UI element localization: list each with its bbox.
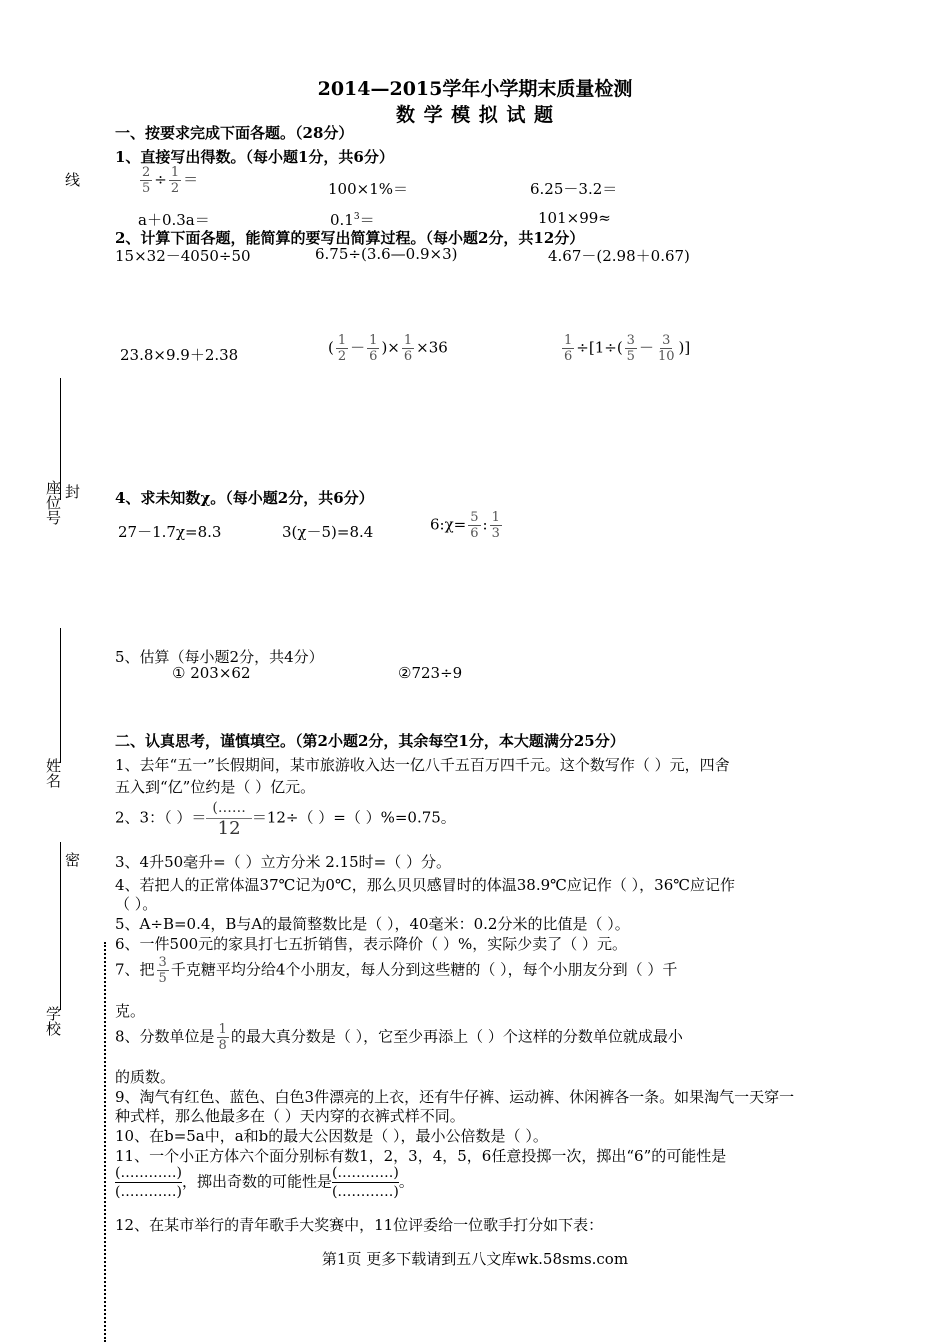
q4-item-c: 6:χ= $\frac{5}{6}$ : $\frac{1}{3}$ (430, 510, 500, 541)
s2-q9-line2: 种式样，那么他最多在（ ）天内穿的衣裤式样不同。 (115, 1107, 465, 1125)
margin-label-feng: 封 (63, 484, 81, 499)
section-1-heading: 一、按要求完成下面各题。（28分） (115, 124, 354, 142)
q2-item-e: ( $\frac{1}{2}$ － $\frac{1}{6}$ )× $\frac{1}{6}$ ×36 (328, 333, 448, 364)
margin-dotted-line (104, 942, 106, 1342)
s2-q10: 10、在b=5a中，a和b的最大公因数是（ ），最小公倍数是（ ）。 (115, 1127, 548, 1145)
s2-q11-line2: $\frac{(\dots\dots\dots\dots)}{(\dots\dots\dots\dots)}$ ，掷出奇数的可能性是 $\frac{(\dots\dots\dots\dots)}{(\dots\dots\dots\dots)}$ 。 (115, 1165, 414, 1200)
s2-q8-line2: 的质数。 (115, 1068, 176, 1086)
q4-item-b: 3(χ－5)=8.4 (282, 523, 374, 541)
s2-q3: 3、4升50毫升=（ ）立方分米 2.15时=（ ）分。 (115, 853, 452, 871)
exam-title: 2014—2015学年小学期末质量检测 (317, 78, 633, 100)
s2-q5: 5、A÷B=0.4，B与A的最简整数比是（ ），40毫米：0.2分米的比值是（ ）。 (115, 915, 630, 933)
fraction: $\frac{1}{2}$ (337, 333, 347, 364)
q1-heading: 1、直接写出得数。（每小题1分，共6分） (115, 148, 394, 166)
fraction: $\frac{2}{5}$ (142, 165, 151, 196)
fraction: $\frac{1}{6}$ (369, 333, 378, 364)
page-footer: 第1页 更多下载请到五八文库wk.58sms.com (321, 1250, 629, 1268)
s2-q11-line1: 11、一个小正方体六个面分别标有数1，2，3，4，5，6任意投掷一次，掷出“6”的可能性是 (115, 1147, 727, 1165)
q2-item-a: 15×32－4050÷50 (115, 247, 251, 265)
section-2-heading: 二、认真思考，谨慎填空。（第2小题2分，其余每空1分，本大题满分25分） (115, 732, 625, 750)
fraction: $\frac{5}{6}$ (470, 510, 479, 541)
margin-label-mi: 密 (63, 852, 81, 867)
margin-line-name (60, 628, 61, 763)
q1-item-e: $0.1^3=$ (330, 211, 375, 229)
s2-q4-line2: （ ）。 (115, 895, 158, 913)
fraction: $\frac{1}{3}$ (491, 510, 500, 541)
q2-item-b: 6.75÷(3.6—0.9×3) (315, 245, 458, 263)
s2-q7-line1: 7、把 $\frac{3}{5}$ 千克糖平均分给4个小朋友，每人分到这些糖的（ ），每个小朋友分到（ ）千 (115, 955, 678, 986)
q2-item-d: 23.8×9.9＋2.38 (120, 346, 239, 364)
fraction: $\frac{1}{2}$ (170, 165, 180, 196)
fraction: $\frac{1}{6}$ (403, 333, 413, 364)
q5-item-a: ① 203×62 (172, 664, 251, 682)
s2-q7-line2: 克。 (115, 1002, 146, 1020)
s2-q9-line1: 9、淘气有红色、蓝色、白色3件漂亮的上衣，还有牛仔裤、运动裤、休闲裤各一条。如果淘气一天穿一 (115, 1088, 795, 1106)
exam-subtitle: 数 学 模 拟 试 题 (395, 104, 555, 126)
s2-q1-line2: 五入到“亿”位约是（ ）亿元。 (115, 778, 316, 796)
s2-q8-line1: 8、分数单位是 $\frac{1}{8}$ 的最大真分数是（ ），它至少再添上（ ）个这样的分数单位就成最小 (115, 1022, 683, 1053)
q5-heading: 5、估算（每小题2分，共4分） (115, 648, 324, 666)
q4-item-a: 27－1.7χ=8.3 (118, 523, 222, 541)
margin-label-xian: 线 (63, 172, 81, 187)
q2-item-f: $\frac{1}{6}$ ÷[1÷( $\frac{3}{5}$ － $\frac{3}{10}$ )] (564, 333, 691, 364)
q1-item-d: a＋0.3a＝ (138, 211, 210, 229)
fraction: $\frac{3}{5}$ (158, 955, 167, 986)
s2-q6: 6、一件500元的家具打七五折销售，表示降价（ ）%，实际少卖了（ ）元。 (115, 935, 627, 953)
margin-label-name: 姓名 (44, 758, 62, 788)
margin-line-school (60, 842, 61, 1010)
q5-item-b: ②723÷9 (398, 664, 463, 682)
fraction: $\frac{1}{6}$ (564, 333, 573, 364)
fraction: $\frac{3}{10}$ (657, 333, 675, 364)
q2-item-c: 4.67－(2.98＋0.67) (548, 247, 690, 265)
fraction: $\frac{1}{8}$ (218, 1022, 227, 1053)
fraction: $\frac{(\dots\dots\dots\dots)}{(\dots\dots\dots\dots)}$ (331, 1165, 399, 1200)
s2-q12: 12、在某市举行的青年歌手大奖赛中，11位评委给一位歌手打分如下表： (115, 1216, 604, 1234)
q4-heading: 4、求未知数χ。（每小题2分，共6分） (115, 489, 374, 507)
margin-label-seat-number: 座位号 (44, 480, 62, 525)
s2-q1-line1: 1、去年“五一”长假期间，某市旅游收入达一亿八千五百万四千元。这个数写作（ ）元，四舍 (115, 756, 730, 774)
s2-q2: 2、3：（ ）＝ $\frac{(\dots\dots}{12}$ ＝12÷（ ）=（ ）%=0.75。 (115, 800, 456, 839)
q1-item-f: 101×99≈ (538, 209, 611, 227)
fraction: $\frac{(\dots\dots}{12}$ (206, 798, 251, 839)
margin-label-school: 学校 (44, 1006, 62, 1036)
fraction: $\frac{(\dots\dots\dots\dots)}{(\dots\dots\dots\dots)}$ (115, 1165, 182, 1200)
q1-item-c: 6.25－3.2＝ (530, 180, 618, 198)
s2-q4-line1: 4、若把人的正常体温37℃记为0℃，那么贝贝感冒时的体温38.9℃应记作（ ），36℃应记作 (115, 876, 736, 894)
q1-item-b: 100×1%＝ (328, 180, 408, 198)
q2-heading: 2、计算下面各题，能简算的要写出简算过程。（每小题2分，共12分） (115, 229, 585, 247)
q1-item-a: $\frac{2}{5}$ ÷ $\frac{1}{2}$ ＝ (142, 165, 199, 196)
fraction: $\frac{3}{5}$ (626, 333, 635, 364)
